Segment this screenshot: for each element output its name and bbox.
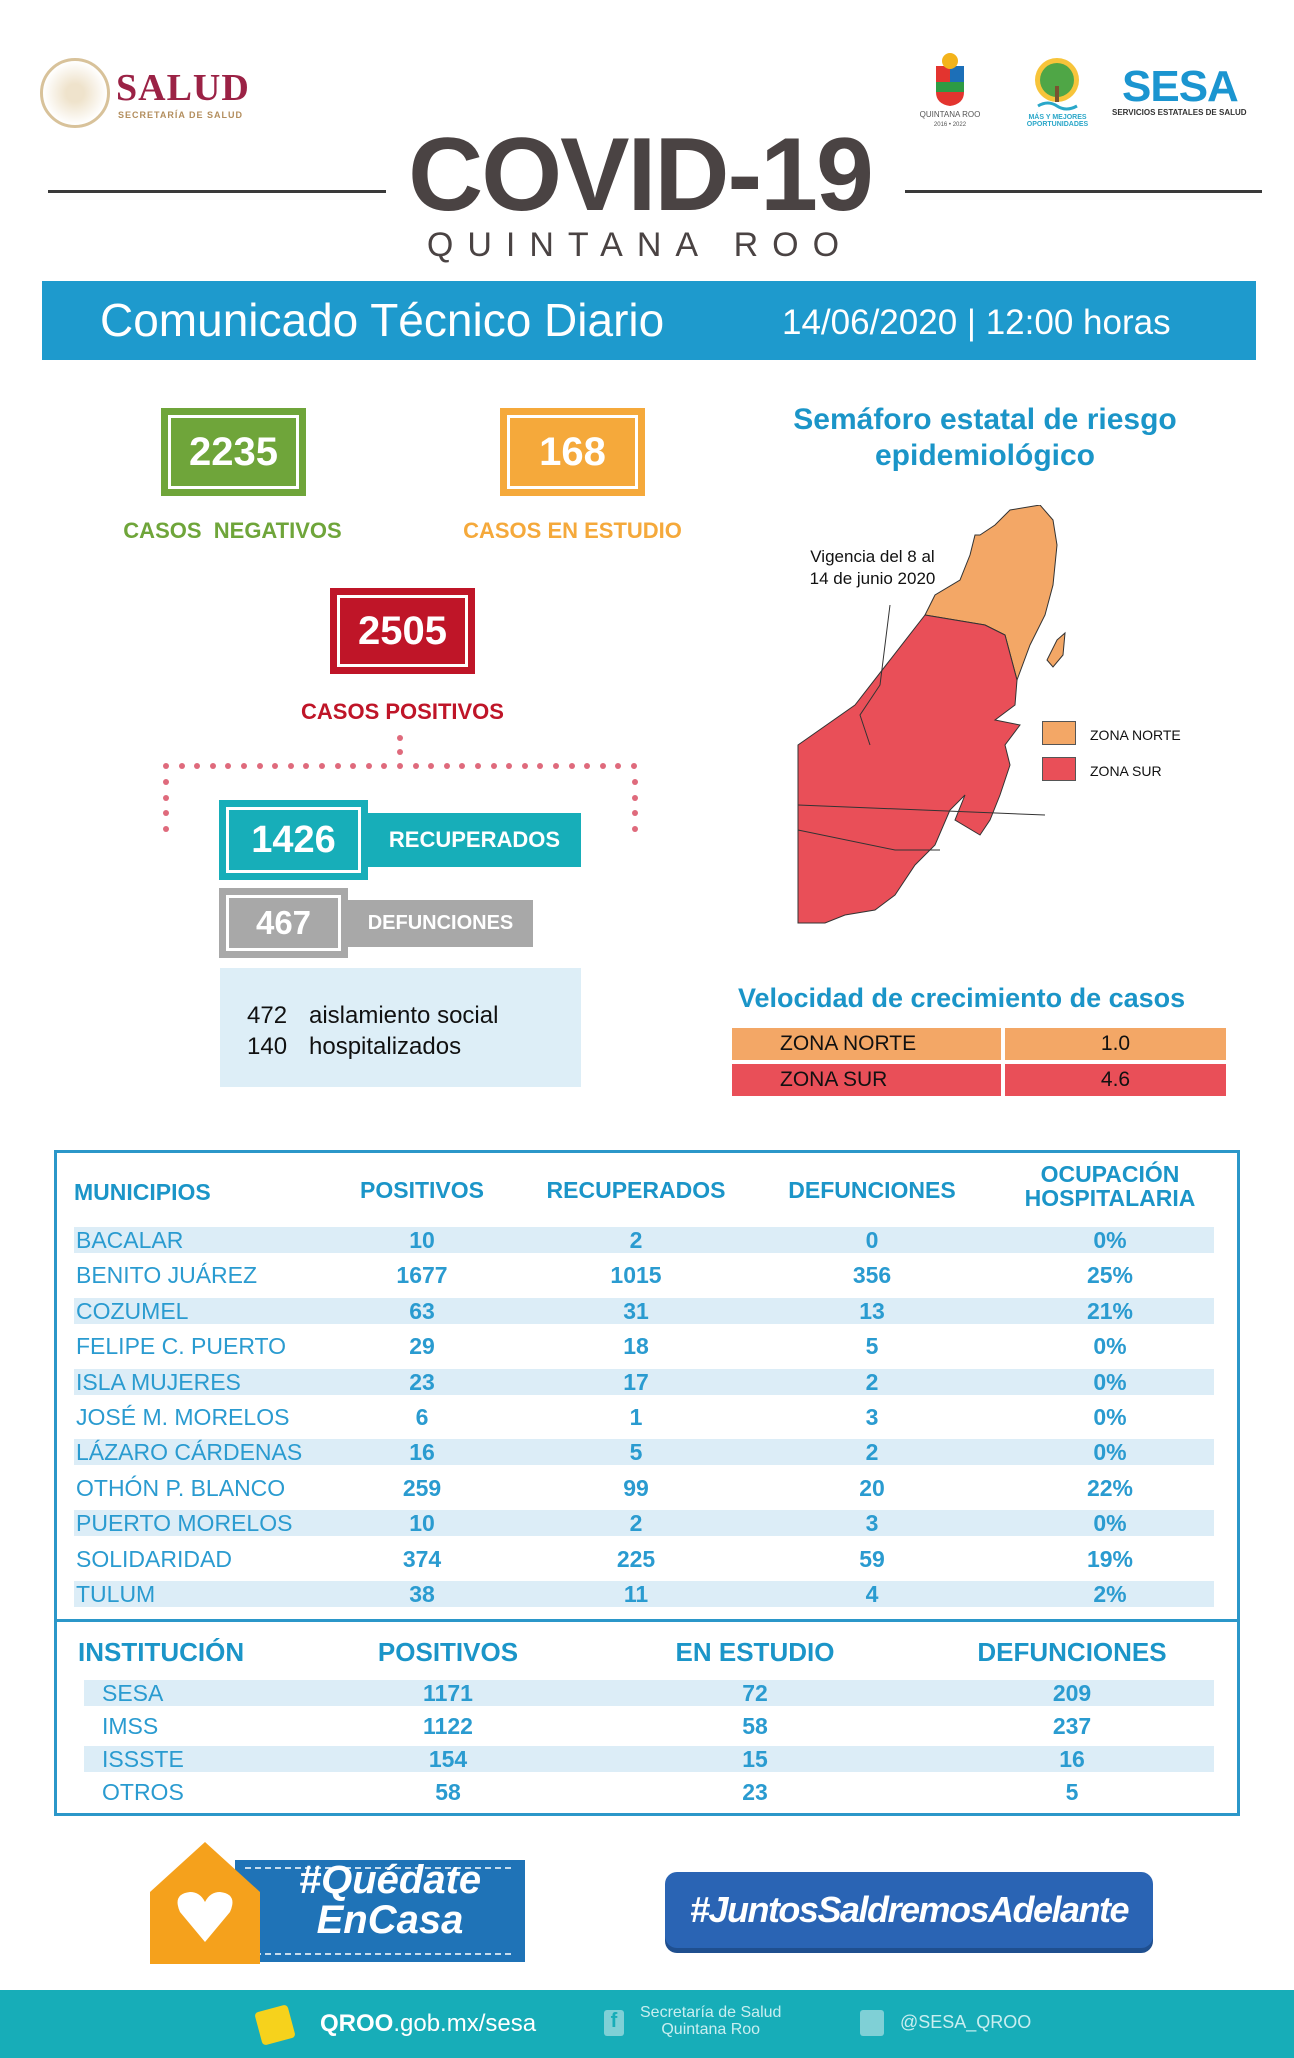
estudio-value: 168 (507, 415, 638, 489)
defunciones-value: 467 (226, 895, 341, 951)
municipio-row (74, 1369, 1214, 1395)
velocidad-row-sur (732, 1064, 1226, 1096)
municipio-name: FELIPE C. PUERTO (76, 1333, 287, 1360)
municipio-value: 0% (1093, 1404, 1127, 1430)
municipio-name: OTHÓN P. BLANCO (76, 1474, 286, 1501)
municipio-value: 3 (865, 1510, 879, 1537)
municipio-value: 0 (865, 1227, 879, 1253)
instituciones-header: DEFUNCIONES (977, 1637, 1167, 1667)
banner-title: Comunicado Técnico Diario (100, 294, 665, 346)
municipio-value: 19% (1086, 1545, 1134, 1572)
connector-dot (506, 763, 512, 769)
connector-dot (241, 763, 247, 769)
twitter-icon[interactable] (860, 2010, 884, 2036)
connector-dot (381, 763, 387, 769)
municipio-value: 20 (859, 1474, 885, 1501)
velocidad-row-norte (732, 1028, 1226, 1060)
connector-dot (615, 763, 621, 769)
connector-dot (225, 763, 231, 769)
vigencia-text: Vigencia del 8 al 14 de junio 2020 (809, 547, 936, 588)
quintana-roo-logo-years: 2016 • 2022 (933, 122, 967, 128)
connector-dot (632, 826, 638, 832)
legend-label-norte: ZONA NORTE (1090, 727, 1181, 743)
municipio-row (74, 1227, 1214, 1253)
oportunidades-logo-text: MÁS Y MEJORES OPORTUNIDADES (1026, 114, 1089, 128)
municipio-value: 225 (616, 1545, 656, 1572)
municipio-value: 5 (629, 1439, 643, 1466)
municipio-row (74, 1298, 1214, 1324)
municipio-value: 3 (865, 1404, 879, 1430)
municipio-row (74, 1262, 1214, 1288)
institucion-value: 1171 (423, 1680, 473, 1706)
connector-dot (303, 763, 309, 769)
velocidad-zona: ZONA NORTE (732, 1028, 1001, 1060)
municipios-header: MUNICIPIOS (74, 1179, 211, 1205)
municipio-value: 31 (623, 1297, 649, 1324)
footer (0, 1990, 1294, 2058)
institucion-name: IMSS (102, 1713, 159, 1739)
institucion-value: 154 (428, 1746, 468, 1772)
table-separator (54, 1619, 1240, 1622)
instituciones-header: EN ESTUDIO (675, 1637, 835, 1667)
municipio-value: 5 (865, 1333, 879, 1360)
quedate-text: #Quédate (298, 1858, 482, 1902)
municipio-name: JOSÉ M. MORELOS (76, 1404, 290, 1430)
municipio-value: 21% (1086, 1297, 1134, 1324)
municipio-value: 13 (859, 1297, 885, 1324)
connector-dot (553, 763, 559, 769)
municipio-name: LÁZARO CÁRDENAS (76, 1439, 303, 1466)
institucion-value: 23 (742, 1779, 768, 1805)
municipio-row (74, 1333, 1214, 1359)
salud-logo-title: SALUD (116, 67, 250, 109)
connector-dot (397, 749, 403, 755)
municipios-header: POSITIVOS (360, 1177, 484, 1203)
title-divider-right (905, 190, 1262, 193)
connector-dot (335, 763, 341, 769)
semaforo-title: Semáforo estatal de riesgo epidemiológico (793, 403, 1177, 472)
connector-dot (319, 763, 325, 769)
connector-dot (632, 810, 638, 816)
municipio-value: 18 (623, 1333, 649, 1360)
connector-dot (163, 826, 169, 832)
facebook-link[interactable]: Secretaría de Salud Quintana Roo (640, 2004, 782, 2038)
connector-dot (522, 763, 528, 769)
estudio-box (500, 408, 645, 496)
defunciones-box (219, 888, 348, 958)
municipio-value: 59 (859, 1545, 885, 1572)
connector-dot (163, 763, 169, 769)
connector-dot (569, 763, 575, 769)
municipios-header: RECUPERADOS (546, 1177, 726, 1203)
legend-swatch-norte (1042, 721, 1076, 745)
hospitalizados-label: hospitalizados (309, 1033, 462, 1060)
municipio-value: 22% (1086, 1474, 1134, 1501)
connector-dot (632, 779, 638, 785)
connector-dot (491, 763, 497, 769)
municipio-value: 2 (629, 1510, 643, 1537)
municipio-value: 1015 (610, 1262, 662, 1289)
municipio-value: 374 (402, 1545, 442, 1572)
connector-dot (272, 763, 278, 769)
municipio-value: 10 (409, 1510, 435, 1537)
municipio-value: 2% (1093, 1581, 1127, 1607)
institucion-name: SESA (102, 1680, 164, 1706)
municipio-value: 6 (415, 1404, 429, 1430)
municipio-value: 1677 (396, 1262, 448, 1289)
municipio-value: 11 (623, 1581, 649, 1607)
connector-dot (584, 763, 590, 769)
sesa-logo-subtitle: SERVICIOS ESTATALES DE SALUD (1112, 108, 1247, 117)
positivos-label: CASOS POSITIVOS (301, 699, 504, 724)
covid-title: COVID-19 (408, 117, 872, 233)
connector-dot (631, 763, 637, 769)
municipio-value: 2 (629, 1227, 643, 1253)
map-cozumel (1047, 633, 1065, 667)
connector-dot (163, 779, 169, 785)
municipio-row (74, 1510, 1214, 1536)
municipio-value: 356 (852, 1262, 892, 1289)
instituciones-header: POSITIVOS (377, 1637, 519, 1667)
connector-dot (475, 763, 481, 769)
municipio-value: 99 (623, 1474, 649, 1501)
municipio-row (74, 1404, 1214, 1430)
connector-dot (537, 763, 543, 769)
municipio-value: 10 (409, 1227, 435, 1253)
legend-label-sur: ZONA SUR (1090, 763, 1162, 779)
map-zona-sur (798, 615, 1020, 923)
positivos-value: 2505 (337, 595, 468, 667)
website-link[interactable]: QROO.gob.mx/sesa (320, 2010, 537, 2037)
institucion-value: 58 (435, 1779, 461, 1805)
facebook-icon[interactable]: f (604, 2010, 624, 2036)
municipio-name: PUERTO MORELOS (76, 1510, 293, 1537)
municipio-value: 17 (623, 1368, 649, 1395)
salud-logo-subtitle: SECRETARÍA DE SALUD (118, 110, 244, 120)
institucion-name: OTROS (102, 1779, 184, 1805)
report-banner (42, 281, 1256, 360)
municipio-name: TULUM (76, 1581, 156, 1607)
quintana-roo-shield-logo (930, 52, 970, 107)
institucion-row (84, 1680, 1214, 1706)
municipio-value: 63 (409, 1297, 435, 1324)
connector-dot (350, 763, 356, 769)
municipio-name: SOLIDARIDAD (76, 1545, 232, 1572)
institucion-value: 72 (742, 1680, 768, 1706)
quintana-roo-map (795, 505, 1075, 945)
institucion-row (84, 1713, 1214, 1739)
municipio-value: 0% (1093, 1510, 1127, 1537)
municipio-value: 259 (402, 1474, 442, 1501)
institucion-value: 5 (1065, 1779, 1079, 1805)
municipio-value: 0% (1093, 1333, 1127, 1360)
estudio-label: CASOS EN ESTUDIO (463, 518, 682, 543)
municipio-value: 16 (409, 1439, 435, 1466)
instituciones-header: INSTITUCIÓN (78, 1637, 245, 1667)
institucion-name: ISSSTE (102, 1746, 184, 1772)
municipio-row (74, 1581, 1214, 1607)
municipio-name: COZUMEL (76, 1297, 189, 1324)
velocidad-zona: ZONA SUR (732, 1064, 1001, 1096)
municipio-row (74, 1439, 1214, 1465)
recuperados-label: RECUPERADOS (368, 813, 581, 867)
municipios-header: OCUPACIÓN HOSPITALARIA (1024, 1161, 1196, 1211)
municipios-header: DEFUNCIONES (788, 1177, 956, 1203)
connector-dot (397, 735, 403, 741)
aislamiento-row (247, 1000, 581, 1031)
municipio-row (74, 1546, 1214, 1572)
title-divider-left (48, 190, 386, 193)
municipio-value: 25% (1086, 1262, 1134, 1289)
institucion-value: 16 (1059, 1746, 1085, 1772)
connector-dot (444, 763, 450, 769)
municipio-value: 0% (1093, 1439, 1127, 1466)
connector-dot (288, 763, 294, 769)
hospitalizados-value: 140 (247, 1033, 288, 1060)
connector-dot (210, 763, 216, 769)
municipio-name: BACALAR (76, 1227, 184, 1253)
municipio-value: 23 (409, 1368, 435, 1395)
connector-dot (413, 763, 419, 769)
connector-dot (428, 763, 434, 769)
connector-dot (632, 795, 638, 801)
hospitalizados-row (247, 1031, 581, 1062)
connector-dot (459, 763, 465, 769)
aislamiento-label: aislamiento social (309, 1002, 499, 1029)
municipio-value: 2 (865, 1368, 879, 1395)
tree-logo (1030, 56, 1085, 114)
connector-dot (179, 763, 185, 769)
institucion-row (84, 1779, 1214, 1805)
municipio-value: 0% (1093, 1368, 1127, 1395)
municipio-value: 4 (865, 1581, 879, 1607)
municipio-name: BENITO JUÁREZ (76, 1262, 258, 1289)
connector-dot (397, 763, 403, 769)
connector-dot (600, 763, 606, 769)
twitter-link[interactable]: @SESA_QROO (900, 2012, 1032, 2032)
municipio-value: 2 (865, 1439, 879, 1466)
quintana-roo-logo-text: QUINTANA ROO (919, 110, 981, 119)
velocidad-valor: 1.0 (1005, 1028, 1226, 1060)
positivos-box (330, 588, 475, 674)
sesa-logo-title: SESA (1122, 62, 1238, 111)
institucion-value: 15 (742, 1746, 768, 1772)
negativos-label: CASOS NEGATIVOS (123, 518, 342, 543)
active-cases-box (220, 968, 581, 1087)
legend-swatch-sur (1042, 757, 1076, 781)
mexico-seal-logo (40, 58, 110, 128)
municipio-name: ISLA MUJERES (76, 1368, 241, 1395)
aislamiento-value: 472 (247, 1002, 288, 1029)
connector-dot (163, 795, 169, 801)
institucion-value: 209 (1052, 1680, 1092, 1706)
municipio-value: 29 (409, 1333, 435, 1360)
negativos-box (161, 408, 306, 496)
institucion-row (84, 1746, 1214, 1772)
negativos-value: 2235 (168, 415, 299, 489)
connector-dot (257, 763, 263, 769)
connector-dot (163, 810, 169, 816)
municipio-value: 38 (409, 1581, 435, 1607)
municipio-value: 0% (1093, 1227, 1127, 1253)
qroo-logo-icon (254, 2004, 296, 2046)
connector-dot (194, 763, 200, 769)
institucion-value: 237 (1052, 1713, 1092, 1739)
quedate-en-casa-badge (150, 1842, 530, 1967)
velocidad-valor: 4.6 (1005, 1064, 1226, 1096)
velocidad-title: Velocidad de crecimiento de casos (738, 983, 1186, 1013)
banner-datetime: 14/06/2020 | 12:00 horas (782, 303, 1171, 342)
region-title: QUINTANA ROO (426, 226, 854, 264)
municipio-row (74, 1475, 1214, 1501)
recuperados-value: 1426 (226, 807, 361, 873)
institucion-value: 58 (742, 1713, 768, 1739)
encasa-text: EnCasa (316, 1898, 464, 1942)
defunciones-label: DEFUNCIONES (348, 900, 533, 947)
institucion-value: 1122 (423, 1713, 473, 1739)
juntos-saldremos-badge: #JuntosSaldremosAdelante (665, 1872, 1153, 1948)
municipio-value: 1 (629, 1404, 643, 1430)
connector-dot (366, 763, 372, 769)
recuperados-box (219, 800, 368, 880)
